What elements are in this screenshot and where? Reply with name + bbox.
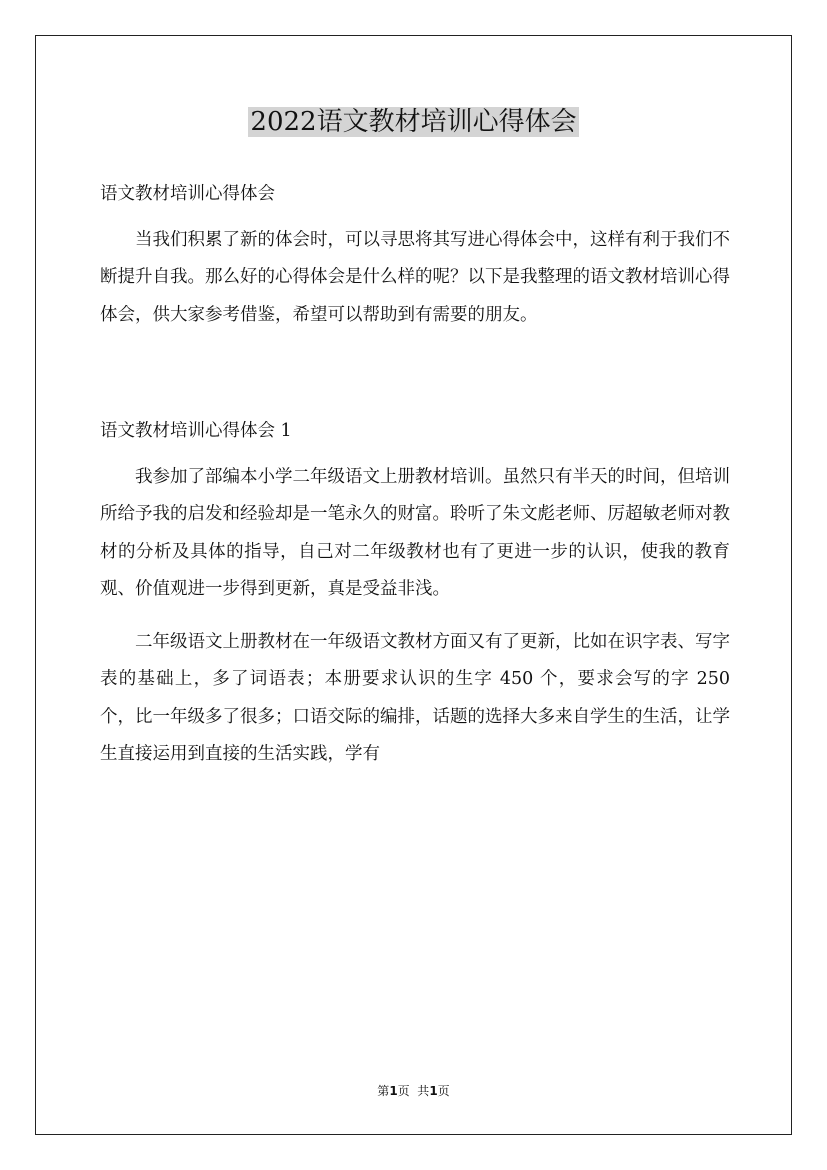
document-body bbox=[100, 176, 730, 774]
intro-heading: 语文教材培训心得体会 bbox=[100, 184, 275, 204]
page-footer bbox=[0, 1083, 827, 1099]
document-title bbox=[0, 104, 827, 140]
section1-heading: 语文教材培训心得体会 1 bbox=[100, 421, 292, 441]
footer-total-pages: 1 bbox=[429, 1084, 438, 1098]
footer-prefix: 第 bbox=[377, 1084, 390, 1098]
footer-current-page: 1 bbox=[389, 1084, 398, 1098]
footer-mid: 页 共 bbox=[397, 1084, 430, 1098]
footer-suffix: 页 bbox=[437, 1084, 450, 1098]
document-title-text: 2022语文教材培训心得体会 bbox=[250, 107, 577, 137]
section1-paragraph1: 我参加了部编本小学二年级语文上册教材培训。虽然只有半天的时间，但培训所给予我的启发和经验却是一笔永久的财富。聆听了朱文彪老师、厉超敏老师对教材的分析及具体的指导，自己对二年级教材也有了更进一步的认识，使我的教育观、价值观进一步得到更新，真是受益非浅。 bbox=[100, 466, 730, 599]
section1-paragraph2: 二年级语文上册教材在一年级语文教材方面又有了更新，比如在识字表、写字表的基础上，多了词语表；本册要求认识的生字 450 个，要求会写的字 250 个，比一年级多了很多；口语交际的编排，话题的选择大多来自学生的生活，让学生直接运用到直接的生活实践，学有 bbox=[100, 631, 730, 764]
intro-paragraph: 当我们积累了新的体会时，可以寻思将其写进心得体会中，这样有利于我们不断提升自我。那么好的心得体会是什么样的呢？以下是我整理的语文教材培训心得体会，供大家参考借鉴，希望可以帮助到有需要的朋友。 bbox=[100, 229, 730, 325]
